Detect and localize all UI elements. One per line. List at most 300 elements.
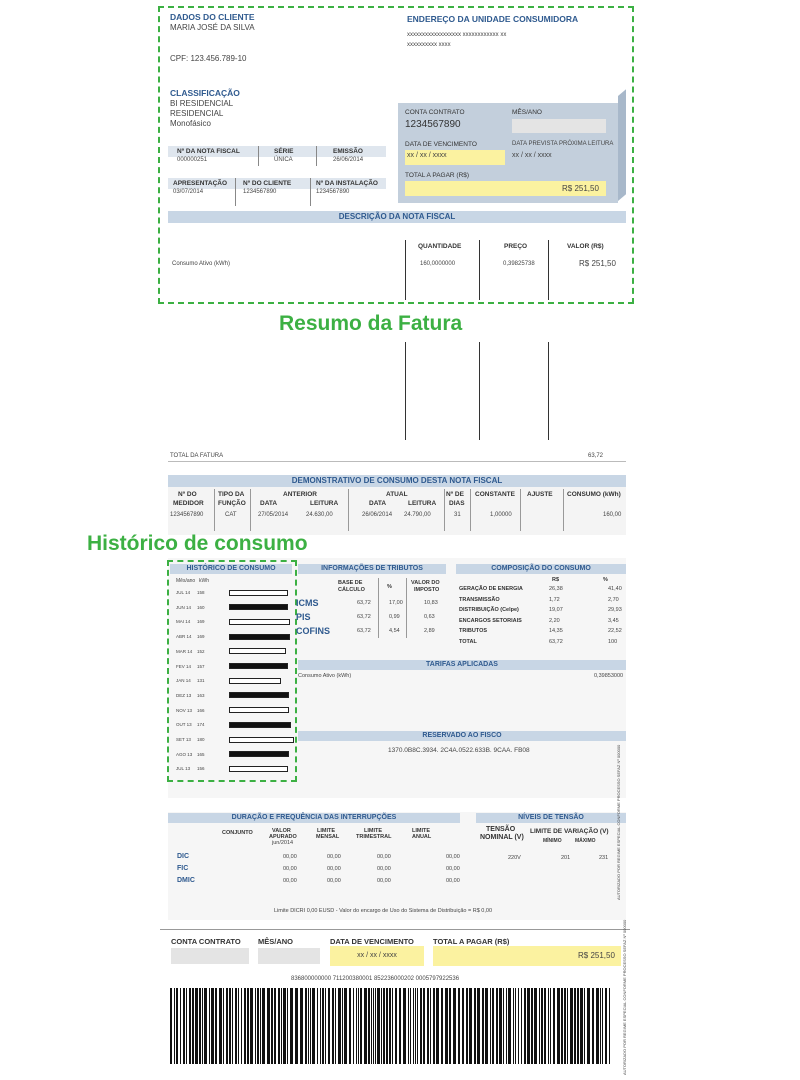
cliente-cpf: CPF: 123.456.789-10	[170, 54, 247, 63]
tributos-h-valor-2: IMPOSTO	[414, 587, 440, 593]
barcode-bar	[310, 988, 311, 1064]
barcode-bar	[427, 988, 429, 1064]
historico-bar	[229, 766, 288, 772]
barcode-bar	[211, 988, 214, 1064]
int-h-conjunto: CONJUNTO	[222, 830, 253, 836]
barcode-bar	[567, 988, 568, 1064]
rodape-mesano-field	[258, 948, 320, 964]
barcode-bar	[420, 988, 422, 1064]
historico-mes: JUN 14	[176, 604, 192, 610]
barcode-bar	[360, 988, 362, 1064]
tensao-nominal: 220V	[508, 855, 521, 861]
barcode-bar	[513, 988, 514, 1064]
barcode-bar	[503, 988, 504, 1064]
conta-venc: xx / xx / xxxx	[405, 150, 505, 165]
rodape-venc: xx / xx / xxxx	[330, 946, 424, 966]
barcode-bar	[192, 988, 194, 1064]
barcode-bar	[353, 988, 354, 1064]
barcode-bar	[462, 988, 464, 1064]
demo-h-dias-2: DIAS	[449, 500, 465, 507]
tarifas-item: Consumo Ativo (kWh)	[298, 673, 352, 679]
barcode-bar	[413, 988, 414, 1064]
barcode-bar	[515, 988, 516, 1064]
rodape-h-contrato: CONTA CONTRATO	[171, 937, 241, 946]
historico-kwh: 131	[197, 678, 205, 684]
int-apurado: 00,00	[283, 878, 297, 884]
barcode-bar	[386, 988, 388, 1064]
barcode-bar	[531, 988, 533, 1064]
barcode-bar	[584, 988, 585, 1064]
historico-kwh: 169	[197, 634, 205, 640]
demo-h-tipo-2: FUNÇÃO	[218, 500, 246, 507]
barcode-bar	[574, 988, 576, 1064]
demo-medidor: 1234567890	[170, 512, 204, 518]
nota-serie: ÚNICA	[274, 157, 293, 163]
int-limite: Limite DICRI 0,00 EUSD - Valor do encargo de Uso do Sistema de Distribuição = R$ 0,00	[274, 908, 493, 914]
composicao-h-rs: R$	[552, 577, 560, 583]
tensao-heading: NÍVEIS DE TENSÃO	[476, 813, 626, 823]
conta-h-total: TOTAL A PAGAR (R$)	[405, 172, 470, 179]
composicao-pct: 100	[608, 638, 618, 645]
barcode-bar	[267, 988, 270, 1064]
int-nome: DIC	[177, 853, 190, 860]
tributo-valor: 2,89	[424, 628, 435, 634]
demo-h-atual: ATUAL	[386, 491, 408, 498]
endereco-heading: ENDEREÇO DA UNIDADE CONSUMIDORA	[407, 14, 579, 24]
composicao-rs: 26,38	[549, 586, 563, 592]
descricao-h-valor: VALOR (R$)	[567, 243, 604, 250]
demo-h-medidor-2: MEDIDOR	[173, 500, 204, 507]
rodape-h-venc: DATA DE VENCIMENTO	[330, 937, 414, 946]
barcode-bar	[356, 988, 357, 1064]
historico-mes: DEZ 13	[176, 692, 192, 698]
barcode-bar	[247, 988, 249, 1064]
historico-label: Histórico de consumo	[87, 532, 308, 555]
tarifas-heading: TARIFAS APLICADAS	[298, 660, 626, 670]
barcode-bar	[262, 988, 265, 1064]
barcode-bar	[322, 988, 324, 1064]
barcode-bar	[415, 988, 416, 1064]
demo-h-ajuste: AJUSTE	[527, 491, 553, 498]
demo-consumo: 160,00	[603, 512, 622, 518]
historico-kwh: 169	[197, 619, 205, 625]
int-h-apurado-1: VALOR	[272, 828, 291, 834]
historico-mes: JAN 14	[176, 678, 191, 684]
conta-total: R$ 251,50	[562, 184, 599, 193]
tributo-pct: 0,99	[389, 614, 400, 620]
barcode-bar	[328, 988, 330, 1064]
barcode-bar	[186, 988, 187, 1064]
barcode-bar	[332, 988, 334, 1064]
historico-bar	[229, 707, 289, 713]
barcode-bar	[430, 988, 431, 1064]
composicao-pct: 2,70	[608, 596, 619, 603]
historico-kwh: 156	[197, 766, 205, 772]
historico-mes: JUL 13	[176, 766, 191, 772]
barcode-bar	[257, 988, 259, 1064]
barcode-bar	[204, 988, 207, 1064]
barcode-bar	[305, 988, 307, 1064]
conta-h-prev: DATA PREVISTA PRÓXIMA LEITURA	[512, 141, 614, 147]
tarifas-valor: 0,39853000	[594, 673, 624, 679]
barcode-bar	[335, 988, 336, 1064]
barcode-bar	[358, 988, 359, 1064]
historico-bar	[229, 722, 291, 728]
tributo-valor: 0,63	[424, 614, 435, 620]
barcode-bar	[548, 988, 549, 1064]
historico-bar	[229, 692, 289, 698]
barcode-bar	[524, 988, 526, 1064]
historico-kwh: 160	[197, 604, 205, 610]
barcode-bar	[600, 988, 601, 1064]
int-h-anual-2: ANUAL	[412, 834, 432, 840]
int-apurado: 00,00	[283, 866, 297, 872]
barcode-bar	[399, 988, 401, 1064]
barcode-bar	[278, 988, 280, 1064]
historico-kwh: 152	[197, 648, 205, 654]
demo-dias: 31	[454, 512, 461, 518]
demo-h-ant-leitura: LEITURA	[310, 500, 339, 507]
tributo-nome: PIS	[296, 612, 311, 622]
barcode-bar	[544, 988, 546, 1064]
barcode-bar	[238, 988, 239, 1064]
demo-ant-leitura: 24.630,00	[306, 512, 333, 518]
barcode-bar	[283, 988, 286, 1064]
barcode-bar	[170, 988, 172, 1064]
demo-h-anterior: ANTERIOR	[283, 491, 317, 498]
barcode-bar	[496, 988, 498, 1064]
historico-mes: MAI 14	[176, 619, 191, 625]
barcode-bar	[570, 988, 573, 1064]
barcode-bar	[482, 988, 484, 1064]
barcode-bar	[395, 988, 397, 1064]
barcode-bar	[349, 988, 351, 1064]
demo-h-tipo-1: TIPO DA	[218, 491, 245, 498]
barcode-bar	[605, 988, 607, 1064]
tributos-heading: INFORMAÇÕES DE TRIBUTOS	[298, 564, 446, 574]
composicao-nome: TOTAL	[459, 638, 477, 645]
barcode-bar	[596, 988, 599, 1064]
barcode-bar	[403, 988, 406, 1064]
barcode-bar	[232, 988, 233, 1064]
int-h-anual-1: LIMITE	[412, 828, 431, 834]
barcode-bar	[290, 988, 293, 1064]
demo-atu-leitura: 24.790,00	[404, 512, 431, 518]
resumo-label: Resumo da Fatura	[279, 312, 463, 335]
int-h-trim-2: TRIMESTRAL	[356, 834, 392, 840]
composicao-pct: 3,45	[608, 617, 619, 624]
cliente-nome: MARIA JOSÉ DA SILVA	[170, 23, 255, 32]
cliente-heading: DADOS DO CLIENTE	[170, 12, 255, 22]
historico-mes: NOV 13	[176, 707, 193, 713]
historico-mes: SET 13	[176, 737, 191, 742]
tributo-base: 63,72	[357, 628, 371, 634]
barcode-bar	[490, 988, 491, 1064]
barcode-bar	[423, 988, 425, 1064]
barcode-bar	[499, 988, 502, 1064]
barcode-bar	[392, 988, 393, 1064]
composicao-nome: TRIBUTOS	[459, 628, 488, 634]
demonstrativo-heading: DEMONSTRATIVO DE CONSUMO DESTA NOTA FISCAL	[168, 475, 626, 487]
classificacao-heading: CLASSIFICAÇÃO	[170, 88, 240, 98]
int-h-trim-1: LIMITE	[364, 828, 383, 834]
demo-h-dias-1: Nº DE	[446, 491, 464, 498]
interrupcoes-heading: DURAÇÃO E FREQUÊNCIA DAS INTERRUPÇÕES	[168, 813, 460, 823]
rodape-contrato-field	[171, 948, 249, 964]
tributo-base: 63,72	[357, 600, 371, 606]
barcode-bar	[506, 988, 507, 1064]
fisco-codigo: 1370.0B8C.3934. 2C4A.0522.633B. 9CAA. FB08	[388, 747, 530, 754]
tributos-h-base-1: BASE DE	[338, 580, 363, 586]
barcode-bar	[244, 988, 246, 1064]
historico-bar	[229, 604, 288, 610]
barcode-bar	[300, 988, 303, 1064]
barcode-bar	[564, 988, 566, 1064]
historico-bar	[229, 648, 286, 654]
demo-h-medidor-1: Nº DO	[178, 491, 197, 498]
int-anual: 00,00	[446, 866, 460, 872]
demo-constante: 1,00000	[490, 512, 512, 518]
barcode-bar	[541, 988, 543, 1064]
barcode	[170, 988, 618, 1064]
historico-kwh: 157	[197, 663, 205, 669]
barcode-bar	[235, 988, 237, 1064]
composicao-nome: ENCARGOS SETORIAIS	[459, 617, 522, 624]
nota-apres: 03/07/2014	[173, 189, 204, 195]
historico-kwh: 163	[197, 692, 205, 698]
classificacao-l1: BI RESIDENCIAL	[170, 99, 234, 108]
composicao-h-pct: %	[603, 577, 608, 583]
total-fatura-value: 63,72	[588, 453, 604, 459]
barcode-bar	[317, 988, 318, 1064]
tensao-side-text: AUTORIZADO POR REGIME ESPECIAL CONFORME PROCESSO SEFAZ Nº 000000	[616, 744, 621, 900]
demo-atu-data: 26/06/2014	[362, 512, 393, 518]
barcode-bar	[445, 988, 448, 1064]
barcode-bar	[609, 988, 610, 1064]
barcode-bar	[474, 988, 476, 1064]
barcode-bar	[518, 988, 519, 1064]
barcode-bar	[371, 988, 372, 1064]
demo-h-ant-data: DATA	[260, 500, 278, 507]
barcode-bar	[527, 988, 530, 1064]
barcode-bar	[226, 988, 228, 1064]
barcode-bar	[199, 988, 201, 1064]
historico-mes: AGO 13	[176, 751, 193, 757]
classificacao-l3: Monofásico	[170, 119, 211, 128]
barcode-bar	[485, 988, 488, 1064]
resumo-highlight	[158, 6, 634, 304]
barcode-bar	[449, 988, 451, 1064]
barcode-bar	[364, 988, 367, 1064]
barcode-bar	[373, 988, 374, 1064]
barcode-bar	[477, 988, 480, 1064]
composicao-nome: GERAÇÃO DE ENERGIA	[459, 586, 523, 592]
barcode-bar	[368, 988, 370, 1064]
historico-kwh: 174	[197, 722, 205, 728]
demo-tipo: CAT	[225, 512, 237, 518]
tributos-h-valor-1: VALOR DO	[411, 580, 440, 586]
barcode-bar	[271, 988, 273, 1064]
barcode-bar	[521, 988, 522, 1064]
barcode-bar	[215, 988, 217, 1064]
barcode-bar	[441, 988, 443, 1064]
conta-h-mesano: MÊS/ANO	[512, 109, 542, 116]
nota-h-inst: Nº DA INSTALAÇÃO	[316, 180, 378, 187]
descricao-h-preco: PREÇO	[504, 243, 528, 250]
barcode-bar	[550, 988, 551, 1064]
barcode-bar	[281, 988, 282, 1064]
int-mensal: 00,00	[327, 878, 341, 884]
historico-bar	[229, 590, 288, 596]
barcode-bar	[539, 988, 540, 1064]
composicao-pct: 22,52	[608, 628, 622, 634]
rodape-linha-digitavel: 836800000000 711200380001 852236000202 0005797922536	[291, 976, 460, 982]
demo-h-consumo: CONSUMO (kWh)	[567, 491, 621, 498]
historico-mes: MAR 14	[176, 648, 193, 654]
int-nome: FIC	[177, 865, 189, 872]
tensao-max: 231	[599, 855, 609, 861]
barcode-bar	[189, 988, 191, 1064]
tensao-h-min: MÍNIMO	[543, 838, 562, 844]
int-h-mensal-1: LIMITE	[317, 828, 336, 834]
historico-kwh: 166	[197, 707, 205, 713]
historico-kwh: 180	[197, 737, 205, 742]
barcode-bar	[274, 988, 276, 1064]
rodape-h-mesano: MÊS/ANO	[258, 937, 294, 946]
barcode-bar	[408, 988, 409, 1064]
barcode-bar	[209, 988, 210, 1064]
nota-inst: 1234567890	[316, 189, 350, 195]
barcode-bar	[383, 988, 385, 1064]
int-h-jun: jun/2014	[272, 840, 294, 846]
tributo-pct: 4,54	[389, 628, 400, 634]
barcode-bar	[320, 988, 321, 1064]
descricao-item: Consumo Ativo (kWh)	[172, 261, 231, 267]
barcode-bar	[219, 988, 222, 1064]
tributos-h-base-2: CÁLCULO	[338, 587, 365, 593]
tributo-nome: COFINS	[296, 626, 331, 636]
historico-h-kwh: kWh	[199, 578, 209, 584]
composicao-pct: 29,93	[608, 607, 622, 613]
int-anual: 00,00	[446, 854, 460, 860]
demo-ant-data: 27/05/2014	[258, 512, 289, 518]
conta-prev: xx / xx / xxxx	[512, 152, 552, 159]
barcode-bar	[381, 988, 382, 1064]
int-h-mensal-2: MENSAL	[316, 834, 340, 840]
barcode-bar	[295, 988, 298, 1064]
nota-h-emissao: EMISSÃO	[333, 148, 363, 155]
nota-numero: 000000251	[177, 157, 208, 163]
barcode-bar	[375, 988, 376, 1064]
historico-bar	[229, 678, 281, 684]
rodape-side-text: AUTORIZADO POR REGIME ESPECIAL CONFORME PROCESSO SEFAZ Nº 000000	[622, 919, 627, 1075]
barcode-bar	[174, 988, 175, 1064]
barcode-bar	[344, 988, 347, 1064]
historico-bar	[229, 619, 290, 625]
rodape-total: R$ 251,50	[578, 951, 615, 960]
nota-h-serie: SÉRIE	[274, 148, 294, 155]
conta-contrato: 1234567890	[405, 119, 461, 130]
barcode-bar	[183, 988, 185, 1064]
barcode-bar	[255, 988, 256, 1064]
barcode-bar	[453, 988, 456, 1064]
barcode-bar	[195, 988, 198, 1064]
barcode-bar	[287, 988, 288, 1064]
historico-mes: JUL 14	[176, 590, 191, 595]
tributo-valor: 10,83	[424, 600, 438, 606]
nota-h-numero: Nº DA NOTA FISCAL	[177, 148, 240, 155]
fisco-heading: RESERVADO AO FISCO	[298, 731, 626, 741]
composicao-rs: 2,20	[549, 617, 560, 624]
composicao-heading: COMPOSIÇÃO DO CONSUMO	[456, 564, 626, 574]
barcode-bar	[260, 988, 261, 1064]
barcode-bar	[338, 988, 341, 1064]
barcode-bar	[342, 988, 343, 1064]
barcode-bar	[458, 988, 460, 1064]
barcode-bar	[602, 988, 603, 1064]
demo-h-constante: CONSTANTE	[475, 491, 515, 498]
barcode-bar	[417, 988, 418, 1064]
barcode-bar	[180, 988, 181, 1064]
total-fatura-label: TOTAL DA FATURA	[170, 453, 224, 459]
int-mensal: 00,00	[327, 866, 341, 872]
int-trim: 00,00	[377, 878, 391, 884]
historico-bar	[229, 751, 289, 757]
barcode-bar	[176, 988, 178, 1064]
conta-h-venc: DATA DE VENCIMENTO	[405, 141, 477, 148]
barcode-bar	[325, 988, 326, 1064]
descricao-qtd: 160,0000000	[420, 261, 456, 267]
composicao-rs: 19,07	[549, 607, 563, 613]
barcode-bar	[410, 988, 411, 1064]
composicao-pct: 41,40	[608, 586, 622, 592]
tributo-base: 63,72	[357, 614, 371, 620]
barcode-bar	[308, 988, 309, 1064]
historico-mes: OUT 13	[176, 722, 192, 728]
historico-bar	[229, 634, 290, 640]
barcode-bar	[580, 988, 583, 1064]
historico-kwh: 158	[197, 590, 205, 595]
tensao-h-limite: LIMITE DE VARIAÇÃO (V)	[530, 828, 609, 835]
descricao-valor: R$ 251,50	[579, 259, 616, 268]
nota-emissao: 26/06/2014	[333, 157, 364, 163]
tensao-min: 201	[561, 855, 571, 861]
barcode-bar	[377, 988, 380, 1064]
barcode-bar	[592, 988, 594, 1064]
historico-h-mes: Mês/ano	[176, 578, 196, 584]
endereco-line2: xxxxxxxxxx xxxx	[407, 42, 451, 48]
conta-h-contrato: CONTA CONTRATO	[405, 109, 465, 116]
classificacao-l2: RESIDENCIAL	[170, 109, 224, 118]
tributo-nome: ICMS	[296, 598, 319, 608]
barcode-bar	[389, 988, 391, 1064]
barcode-bar	[561, 988, 563, 1064]
rodape-h-total: TOTAL A PAGAR (R$)	[433, 937, 510, 946]
int-apurado: 00,00	[283, 854, 297, 860]
tributos-h-pct: %	[387, 584, 392, 590]
barcode-bar	[577, 988, 579, 1064]
demo-h-atu-leitura: LEITURA	[408, 500, 437, 507]
composicao-rs: 14,35	[549, 628, 563, 634]
barcode-bar	[436, 988, 439, 1064]
int-trim: 00,00	[377, 866, 391, 872]
composicao-nome: TRANSMISSÃO	[459, 596, 500, 603]
descricao-h-qtd: QUANTIDADE	[418, 243, 462, 250]
nota-h-apres: APRESENTAÇÃO	[173, 180, 228, 187]
historico-bar	[229, 663, 288, 669]
int-trim: 00,00	[377, 854, 391, 860]
barcode-bar	[250, 988, 253, 1064]
